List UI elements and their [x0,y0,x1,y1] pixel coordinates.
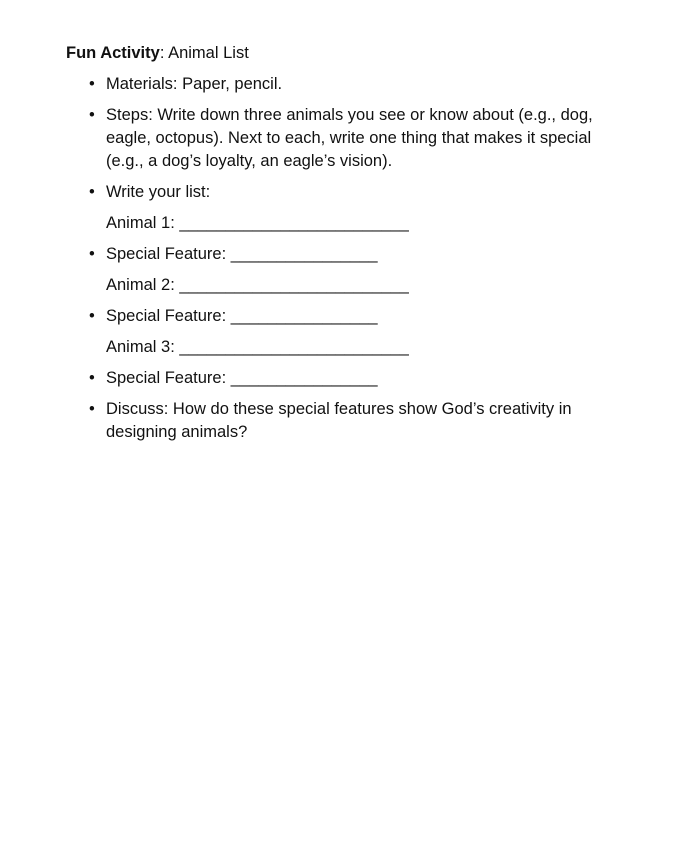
activity-list [66,73,617,444]
list-item-discuss [106,398,617,444]
special-feature-2-line [106,305,617,328]
steps-text: Steps: Write down three animals you see or know about (e.g., dog, eagle, octopus). Next to each, write one thing that makes it special (e.g., a dog’s loyalty, an eagle’s vision). [106,106,593,170]
list-item-steps [106,104,617,173]
special-feature-2-label: Special Feature: [106,307,231,325]
animal-2-blank: _________________________ [179,276,409,294]
special-feature-3-line [106,367,617,390]
special-feature-3-label: Special Feature: [106,369,231,387]
discuss-text: Discuss: How do these special features show God’s creativity in designing animals? [106,400,572,441]
animal-2-label: Animal 2: [106,276,180,294]
animal-3-line [106,336,617,359]
special-feature-3-blank: ________________ [230,369,378,387]
materials-text: Materials: Paper, pencil. [106,75,283,93]
list-item-materials [106,73,617,96]
animal-2-line [106,274,617,297]
animal-3-label: Animal 3: [106,338,180,356]
list-item-write-list [106,181,617,204]
activity-heading [66,43,617,64]
heading-bold-label: Fun Activity [66,44,160,62]
special-feature-1-line [106,243,617,266]
animal-1-blank: _________________________ [179,214,409,232]
special-feature-2-blank: ________________ [230,307,378,325]
heading-separator: : [159,44,165,62]
write-list-text: Write your list: [106,183,211,201]
heading-title: Animal List [164,44,249,62]
animal-1-line [106,212,617,235]
animal-1-label: Animal 1: [106,214,180,232]
animal-3-blank: _________________________ [179,338,409,356]
special-feature-1-blank: ________________ [230,245,378,263]
special-feature-1-label: Special Feature: [106,245,231,263]
